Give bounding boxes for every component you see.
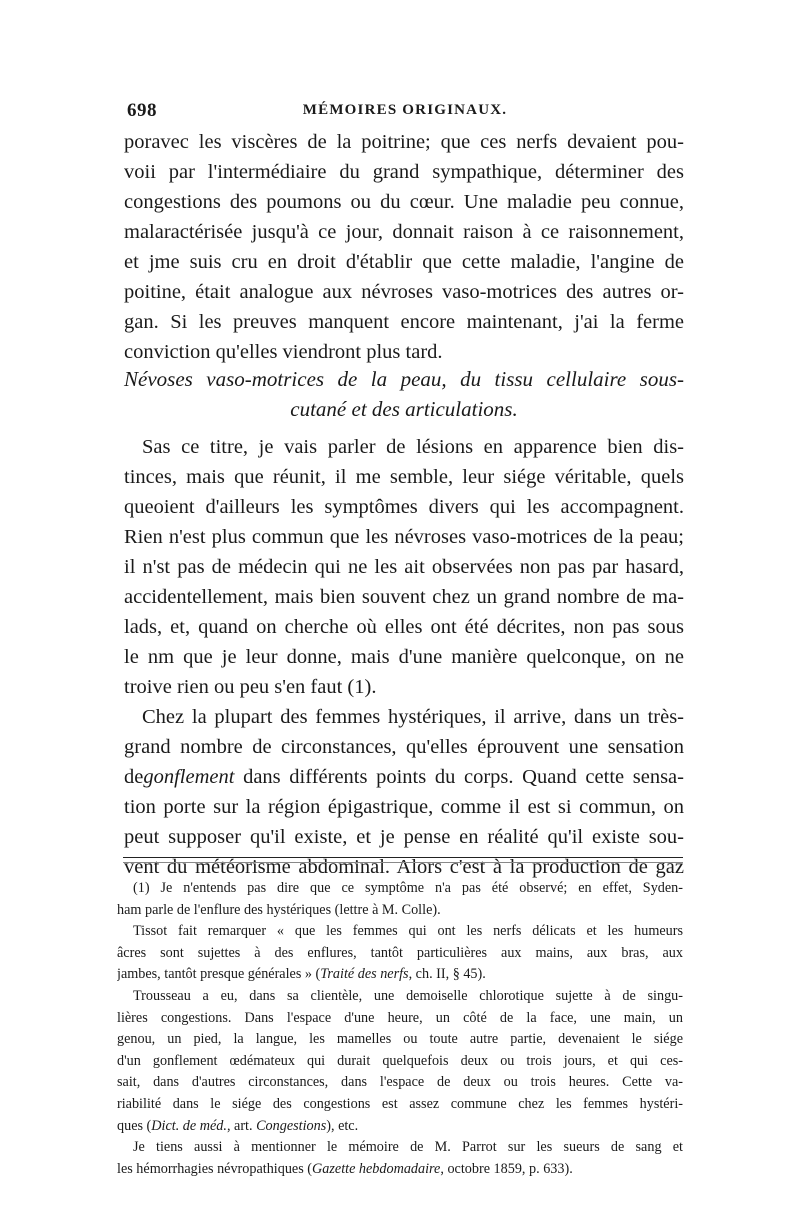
paragraph-continuation — [124, 127, 684, 367]
text-line: poravec les viscères de la poitrine; que ces nerfs devaient pou- — [124, 131, 684, 153]
text-fragment: , octobre 1859, p. 633). — [440, 1160, 573, 1177]
text-fragment: ), etc. — [326, 1117, 359, 1134]
text-line: tinces, mais que réunit, il me semble, leur siége véritable, quels — [124, 466, 684, 488]
section-heading — [124, 364, 684, 424]
text-fragment: les hémorrhagies névropathiques ( — [117, 1160, 313, 1177]
text-line: congestions des poumons ou du cœur. Une maladie peu connue, — [124, 191, 684, 213]
text-line: il n'st pas de médecin qui ne les ait observées non pas par hasard, — [124, 556, 684, 578]
emphasized-word: gonflement — [143, 766, 235, 788]
footnote-line: âcres sont sujettes à des enflures, tantôt particulières aux mains, aux bras, aux — [117, 944, 683, 961]
section-heading-line: cutané et des articulations. — [290, 397, 518, 421]
text-line: et jme suis cru en droit d'établir que cette maladie, l'angine de — [124, 251, 684, 273]
text-line: Chez la plupart des femmes hystériques, il arrive, dans un très- — [142, 706, 684, 728]
footnote-line: Trousseau a eu, dans sa clientèle, une demoiselle chlorotique sujette à de singu- — [133, 987, 683, 1004]
text-fragment: dans différents points du corps. Quand cette sensa- — [234, 766, 684, 788]
footnote-line: ham parle de l'enflure des hystériques (lettre à M. Colle). — [117, 901, 441, 918]
footnote-line: Je tiens aussi à mentionner le mémoire de M. Parrot sur les sueurs de sang et — [133, 1139, 683, 1156]
footnote-line: sait, dans d'autres circonstances, dans l'espace de deux ou trois heures. Cette va- — [117, 1074, 683, 1091]
text-fragment: , ch. II, § 45). — [408, 966, 486, 983]
footnote-line: (1) Je n'entends pas dire que ce symptôme n'a pas été observé; en effet, Syden- — [133, 880, 683, 896]
text-line-with-emphasis — [124, 762, 684, 792]
text-line: Sas ce titre, je vais parler de lésions en apparence bien dis- — [142, 436, 684, 458]
text-fragment: de — [124, 766, 144, 788]
footnote-divider-faint — [123, 862, 683, 863]
text-line: voii par l'intermédiaire du grand sympathique, déterminer des — [124, 161, 684, 183]
running-title: MÉMOIRES ORIGINAUX. — [302, 102, 508, 118]
footnotes — [117, 878, 683, 1180]
text-line: grand nombre de circonstances, qu'elles éprouvent une sensation — [124, 736, 684, 758]
citation-title: Dict. de méd. — [151, 1117, 227, 1134]
text-line: malaractérisée jusqu'à ce jour, donnait raison à ce raisonnement, — [124, 221, 684, 243]
text-line: conviction qu'elles viendront plus tard. — [124, 341, 443, 363]
text-line: troive rien ou peu s'en faut (1). — [124, 676, 377, 698]
section-body — [124, 432, 684, 882]
page-number: 698 — [127, 100, 157, 121]
citation-title: Traité des nerfs — [320, 966, 409, 983]
citation-title: Congestions — [256, 1117, 327, 1134]
text-line: queoient d'ailleurs les symptômes divers qui les accompagnent. — [124, 496, 684, 518]
text-line: gan. Si les preuves manquent encore maintenant, j'ai la ferme — [124, 311, 684, 333]
footnote-line: Tissot fait remarquer « que les femmes qui ont les nerfs délicats et les humeurs — [133, 923, 683, 940]
text-line: lads, et, quand on cherche où elles ont été décrites, non pas sous — [124, 616, 684, 638]
footnote-divider — [123, 857, 683, 858]
footnote-line: genou, un pied, la langue, les mamelles ou toute autre partie, devenaient le siége — [117, 1031, 683, 1048]
text-line: vent du météorisme abdominal. Alors c'est à la production de gaz — [124, 856, 684, 878]
text-fragment: , art. — [226, 1117, 257, 1134]
footnote-line: riabilité dans le siége des congestions est assez commune chez les femmes hystéri- — [117, 1095, 683, 1112]
text-line: poitine, était analogue aux névroses vaso-motrices des autres or- — [124, 281, 684, 303]
footnote-line-with-citation — [117, 964, 683, 986]
text-fragment: ques ( — [117, 1117, 152, 1134]
running-head — [127, 100, 683, 124]
text-line: tion porte sur la région épigastrique, comme il est si commun, on — [124, 796, 684, 818]
footnote-line-with-citation — [117, 1116, 683, 1138]
text-fragment: jambes, tantôt presque générales » ( — [117, 966, 321, 983]
text-line: peut supposer qu'il existe, et je pense en réalité qu'il existe sou- — [124, 826, 684, 848]
citation-title: Gazette hebdomadaire — [312, 1160, 441, 1177]
text-line: Rien n'est plus commun que les névroses vaso-motrices de la peau; — [124, 526, 684, 548]
text-line: le nm que je leur donne, mais d'une manière quelconque, on ne — [124, 646, 684, 668]
footnote-line-with-citation — [117, 1159, 683, 1181]
footnote-line: d'un gonflement œdémateux qui durait quelquefois deux ou trois jours, et qui ces- — [117, 1052, 683, 1069]
section-heading-line: Névoses vaso-motrices de la peau, du tissu cellulaire sous- — [124, 367, 684, 391]
footnote-line: lières congestions. Dans l'espace d'une heure, un côté de la face, une main, un — [117, 1009, 683, 1026]
text-line: accidentellement, mais bien souvent chez un grand nombre de ma- — [124, 586, 684, 608]
